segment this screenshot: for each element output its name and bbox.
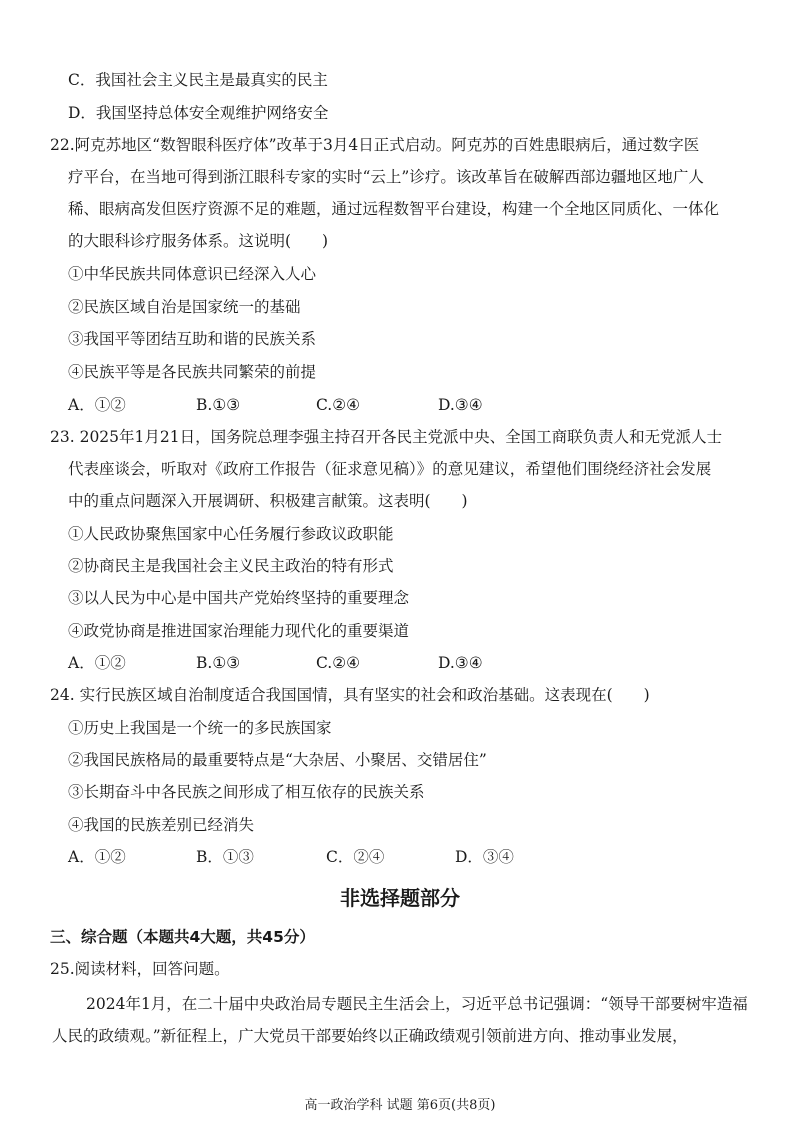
- q24-option-c: C．②④: [326, 848, 385, 866]
- q22-line-2: 疗平台，在当地可得到浙江眼科专家的实时“云上”诊疗。该改革旨在破解西部边疆地区地广人: [68, 168, 704, 186]
- q23-line-1: 23. 2025年1月21日，国务院总理李强主持召开各民主党派中央、全国工商联负责人和无党派人士: [50, 428, 723, 446]
- q23-option-b: B.①③: [196, 654, 241, 672]
- q25-material: 2024年1月，在二十届中央政治局专题民主生活会上，习近平总书记强调：“领导干部要树牢造福人民的政绩观。”新征程上，广大党员干部要始终以正确政绩观引领前进方向、推动事业发展，: [52, 995, 748, 1045]
- q23-statement-2: ②协商民主是我国社会主义民主政治的特有形式: [68, 557, 394, 575]
- q23-line-2: 代表座谈会，听取对《政府工作报告（征求意见稿）》的意见建议，希望他们围绕经济社会发展: [68, 460, 712, 478]
- q22-statement-4: ④民族平等是各民族共同繁荣的前提: [68, 363, 317, 381]
- q24-option-a: A．①②: [68, 848, 126, 866]
- q23-options: [0, 652, 800, 674]
- section-heading: 三、综合题（本题共4大题，共45分）: [50, 928, 315, 946]
- q24-statement-2: ②我国民族格局的最重要特点是“大杂居、小聚居、交错居住”: [68, 751, 487, 769]
- q22-statement-3: ③我国平等团结互助和谐的民族关系: [68, 330, 317, 348]
- q24-option-b: B．①③: [196, 848, 254, 866]
- q24-statement-1: ①历史上我国是一个统一的多民族国家: [68, 719, 332, 737]
- q22-option-b: B.①③: [196, 396, 241, 414]
- q24-option-d: D．③④: [455, 848, 514, 866]
- page-footer: 高一政治学科 试题 第6页(共8页): [304, 1098, 496, 1113]
- q23-option-c: C.②④: [316, 654, 361, 672]
- q24-line-1: 24. 实行民族区域自治制度适合我国国情，具有坚实的社会和政治基础。这表现在( ): [50, 686, 650, 704]
- q23-option-d: D.③④: [438, 654, 483, 672]
- option-c-prev: C．我国社会主义民主是最真实的民主: [68, 71, 328, 89]
- q24-statement-3: ③长期奋斗中各民族之间形成了相互依存的民族关系: [68, 783, 425, 801]
- q23-statement-1: ①人民政协聚焦国家中心任务履行参政议政职能: [68, 525, 394, 543]
- q22-statement-1: ①中华民族共同体意识已经深入人心: [68, 265, 317, 283]
- q22-statement-2: ②民族区域自治是国家统一的基础: [68, 298, 301, 316]
- q22-option-c: C.②④: [316, 396, 361, 414]
- q22-option-d: D.③④: [438, 396, 483, 414]
- q22-line-1: 22.阿克苏地区“数智眼科医疗体”改革于3月4日正式启动。阿克苏的百姓患眼病后，通过数字医: [50, 136, 700, 154]
- q22-line-4: 的大眼科诊疗服务体系。这说明( ): [68, 232, 329, 250]
- q22-line-3: 稀、眼病高发但医疗资源不足的难题，通过远程数智平台建设，构建一个全地区同质化、一体化: [68, 200, 720, 218]
- q22-options: [0, 394, 800, 416]
- q23-line-3: 中的重点问题深入开展调研、积极建言献策。这表明( ): [68, 492, 468, 510]
- q24-statement-4: ④我国的民族差别已经消失: [68, 816, 255, 834]
- q24-options: [0, 846, 800, 868]
- q23-statement-3: ③以人民为中心是中国共产党始终坚持的重要理念: [68, 589, 410, 607]
- section-title: 非选择题部分: [340, 886, 460, 910]
- q22-option-a: A．①②: [68, 396, 126, 414]
- option-d-prev: D．我国坚持总体安全观维护网络安全: [68, 104, 329, 122]
- q25-intro: 25.阅读材料，回答问题。: [50, 960, 230, 978]
- q23-statement-4: ④政党协商是推进国家治理能力现代化的重要渠道: [68, 622, 410, 640]
- q23-option-a: A．①②: [68, 654, 126, 672]
